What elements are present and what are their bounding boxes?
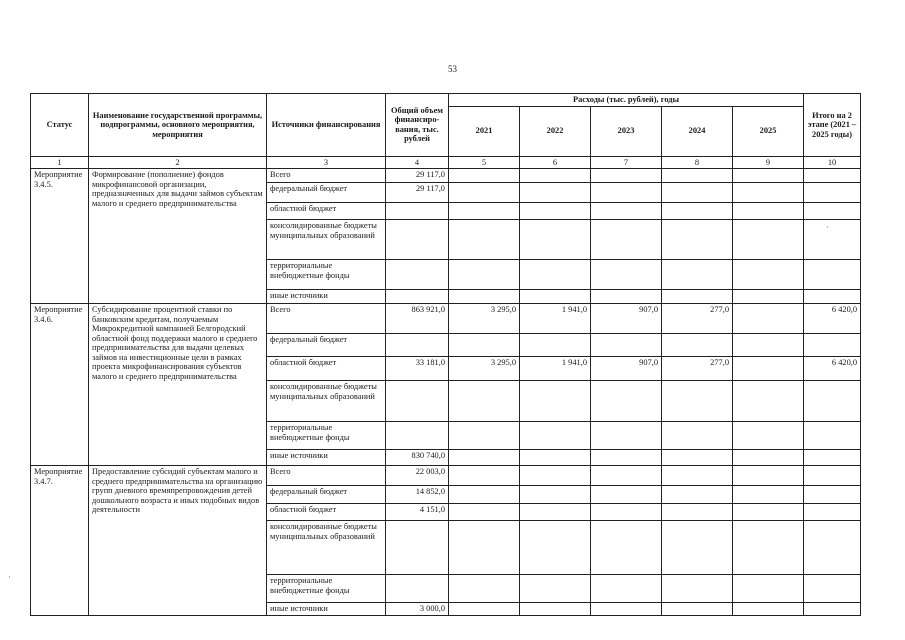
year-amount-cell — [591, 290, 662, 304]
year-amount-cell — [520, 466, 591, 486]
stage-total-cell — [804, 381, 861, 422]
stage-total-cell — [804, 575, 861, 603]
year-amount-cell — [591, 486, 662, 504]
column-number: 9 — [733, 156, 804, 169]
total-volume-cell — [386, 290, 449, 304]
column-number: 4 — [386, 156, 449, 169]
year-amount-cell — [662, 220, 733, 260]
stage-total-cell — [804, 290, 861, 304]
year-amount-cell — [662, 504, 733, 521]
year-amount-cell — [449, 334, 520, 357]
year-amount-cell — [591, 203, 662, 220]
header-name: Наименование государственной программы, подпрограммы, основного мероприятия, мероприятия — [89, 94, 267, 157]
stage-total-cell — [804, 183, 861, 203]
total-volume-cell: 22 003,0 — [386, 466, 449, 486]
column-number: 2 — [89, 156, 267, 169]
stage-total-cell — [804, 260, 861, 290]
stage-total-cell — [804, 486, 861, 504]
year-amount-cell — [662, 381, 733, 422]
year-amount-cell — [591, 220, 662, 260]
table-row — [31, 169, 861, 183]
funding-source: Всего — [267, 169, 386, 183]
year-amount-cell — [520, 381, 591, 422]
year-amount-cell — [591, 381, 662, 422]
total-volume-cell: 863 921,0 — [386, 304, 449, 334]
year-amount-cell — [733, 169, 804, 183]
funding-source: территориальные внебюджетные фонды — [267, 260, 386, 290]
year-amount-cell — [520, 575, 591, 603]
year-amount-cell: 1 941,0 — [520, 357, 591, 381]
funding-source: иные источники — [267, 450, 386, 466]
measure-name: Формирование (пополнение) фондов микрофинансовой организации, предназначенных для выдачи займов субъектам малого и среднего предпринимательства — [89, 169, 267, 304]
stage-total-cell — [804, 169, 861, 183]
funding-source: областной бюджет — [267, 357, 386, 381]
year-amount-cell — [520, 183, 591, 203]
total-volume-cell — [386, 220, 449, 260]
year-amount-cell — [449, 504, 520, 521]
year-amount-cell — [733, 486, 804, 504]
year-amount-cell — [662, 603, 733, 616]
year-amount-cell — [662, 521, 733, 575]
year-amount-cell — [520, 203, 591, 220]
year-amount-cell — [591, 603, 662, 616]
year-amount-cell — [449, 169, 520, 183]
measure-name: Субсидирование процентной ставки по банковским кредитам, получаемым Микрокредитной компанией Белгородский областной фонд поддержки малого и среднего предпринимательства для выдачи целевых займов на инвестиционные цели в рамках проекта микрофинансирования субъектов малого и среднего предпринимательства — [89, 304, 267, 466]
page-number: 53 — [448, 64, 457, 74]
year-amount-cell: 3 295,0 — [449, 357, 520, 381]
scan-mark: · — [826, 222, 829, 232]
year-amount-cell — [449, 183, 520, 203]
funding-source: областной бюджет — [267, 504, 386, 521]
year-amount-cell — [591, 466, 662, 486]
year-amount-cell — [733, 521, 804, 575]
funding-source: консолидированные бюджеты муниципальных образований — [267, 220, 386, 260]
total-volume-cell: 14 852,0 — [386, 486, 449, 504]
year-amount-cell — [520, 334, 591, 357]
funding-source: иные источники — [267, 290, 386, 304]
year-amount-cell: 907,0 — [591, 304, 662, 334]
year-amount-cell — [733, 203, 804, 220]
column-number: 8 — [662, 156, 733, 169]
year-amount-cell — [591, 450, 662, 466]
funding-source: территориальные внебюджетные фонды — [267, 575, 386, 603]
year-amount-cell — [449, 575, 520, 603]
column-number: 10 — [804, 156, 861, 169]
year-amount-cell — [733, 603, 804, 616]
stage-total-cell — [804, 334, 861, 357]
stage-total-cell — [804, 203, 861, 220]
funding-source: Всего — [267, 304, 386, 334]
year-amount-cell — [449, 381, 520, 422]
year-amount-cell — [520, 450, 591, 466]
measure-status: Мероприятие 3.4.5. — [31, 169, 89, 304]
year-amount-cell — [662, 183, 733, 203]
year-amount-cell — [591, 169, 662, 183]
year-amount-cell — [449, 422, 520, 450]
total-volume-cell — [386, 203, 449, 220]
year-amount-cell — [591, 183, 662, 203]
year-amount-cell — [449, 220, 520, 260]
funding-source: консолидированные бюджеты муниципальных образований — [267, 521, 386, 575]
funding-source: территориальные внебюджетные фонды — [267, 422, 386, 450]
stage-total-cell — [804, 422, 861, 450]
table-row — [31, 466, 861, 486]
header-year: 2025 — [733, 106, 804, 156]
measure-name: Предоставление субсидий субъектам малого и среднего предпринимательства на организацию групп дневного времяпрепровождения детей дошкольного возраста и иных подобных видов деятельности — [89, 466, 267, 616]
year-amount-cell — [520, 290, 591, 304]
year-amount-cell — [733, 466, 804, 486]
total-volume-cell: 29 117,0 — [386, 183, 449, 203]
year-amount-cell — [733, 381, 804, 422]
year-amount-cell — [733, 357, 804, 381]
year-amount-cell — [662, 466, 733, 486]
year-amount-cell — [449, 290, 520, 304]
year-amount-cell — [733, 220, 804, 260]
stage-total-cell: 6 420,0 — [804, 357, 861, 381]
year-amount-cell — [449, 603, 520, 616]
year-amount-cell — [591, 504, 662, 521]
year-amount-cell — [520, 169, 591, 183]
year-amount-cell — [591, 422, 662, 450]
total-volume-cell: 29 117,0 — [386, 169, 449, 183]
year-amount-cell — [733, 575, 804, 603]
stage-total-cell: 6 420,0 — [804, 304, 861, 334]
header-expenses: Расходы (тыс. рублей), годы — [449, 94, 804, 107]
header-total-stage: Итого на 2 этапе (2021 – 2025 годы) — [804, 94, 861, 157]
year-amount-cell — [449, 486, 520, 504]
total-volume-cell — [386, 422, 449, 450]
stage-total-cell — [804, 220, 861, 260]
table-row — [31, 304, 861, 334]
funding-source: федеральный бюджет — [267, 334, 386, 357]
stage-total-cell — [804, 466, 861, 486]
total-volume-cell — [386, 521, 449, 575]
year-amount-cell — [449, 450, 520, 466]
year-amount-cell: 907,0 — [591, 357, 662, 381]
stage-total-cell — [804, 521, 861, 575]
year-amount-cell — [733, 422, 804, 450]
year-amount-cell — [520, 220, 591, 260]
total-volume-cell — [386, 381, 449, 422]
header-year: 2021 — [449, 106, 520, 156]
year-amount-cell — [591, 575, 662, 603]
column-number: 7 — [591, 156, 662, 169]
year-amount-cell: 277,0 — [662, 304, 733, 334]
year-amount-cell — [733, 260, 804, 290]
funding-source: федеральный бюджет — [267, 486, 386, 504]
header-year: 2022 — [520, 106, 591, 156]
year-amount-cell — [449, 521, 520, 575]
year-amount-cell — [662, 486, 733, 504]
year-amount-cell — [520, 422, 591, 450]
year-amount-cell — [662, 575, 733, 603]
year-amount-cell — [449, 203, 520, 220]
scan-mark: · — [8, 572, 11, 582]
table-body — [31, 169, 861, 616]
financing-table — [30, 93, 861, 616]
year-amount-cell — [662, 169, 733, 183]
year-amount-cell — [662, 334, 733, 357]
funding-source: федеральный бюджет — [267, 183, 386, 203]
total-volume-cell: 3 000,0 — [386, 603, 449, 616]
year-amount-cell — [733, 450, 804, 466]
measure-status: Мероприятие 3.4.7. — [31, 466, 89, 616]
funding-source: Всего — [267, 466, 386, 486]
year-amount-cell — [591, 521, 662, 575]
measure-status: Мероприятие 3.4.6. — [31, 304, 89, 466]
year-amount-cell: 277,0 — [662, 357, 733, 381]
year-amount-cell — [662, 422, 733, 450]
year-amount-cell — [449, 260, 520, 290]
year-amount-cell: 3 295,0 — [449, 304, 520, 334]
total-volume-cell: 33 181,0 — [386, 357, 449, 381]
funding-source: консолидированные бюджеты муниципальных образований — [267, 381, 386, 422]
column-number: 5 — [449, 156, 520, 169]
total-volume-cell — [386, 334, 449, 357]
header-total-volume: Общий объем финансиро-вания, тыс. рублей — [386, 94, 449, 157]
column-number: 1 — [31, 156, 89, 169]
year-amount-cell — [449, 466, 520, 486]
year-amount-cell — [591, 260, 662, 290]
year-amount-cell — [520, 603, 591, 616]
header-status: Статус — [31, 94, 89, 157]
year-amount-cell — [662, 450, 733, 466]
year-amount-cell — [733, 183, 804, 203]
year-amount-cell: 1 941,0 — [520, 304, 591, 334]
funding-source: иные источники — [267, 603, 386, 616]
column-number: 6 — [520, 156, 591, 169]
year-amount-cell — [733, 304, 804, 334]
year-amount-cell — [662, 203, 733, 220]
year-amount-cell — [662, 290, 733, 304]
column-number: 3 — [267, 156, 386, 169]
year-amount-cell — [520, 260, 591, 290]
stage-total-cell — [804, 450, 861, 466]
header-year: 2023 — [591, 106, 662, 156]
total-volume-cell: 830 740,0 — [386, 450, 449, 466]
year-amount-cell — [733, 290, 804, 304]
stage-total-cell — [804, 504, 861, 521]
header-sources: Источники финансирования — [267, 94, 386, 157]
year-amount-cell — [591, 334, 662, 357]
year-amount-cell — [520, 486, 591, 504]
stage-total-cell — [804, 603, 861, 616]
total-volume-cell: 4 151,0 — [386, 504, 449, 521]
total-volume-cell — [386, 575, 449, 603]
year-amount-cell — [733, 334, 804, 357]
year-amount-cell — [520, 521, 591, 575]
year-amount-cell — [662, 260, 733, 290]
column-number-row — [31, 156, 861, 169]
total-volume-cell — [386, 260, 449, 290]
funding-source: областной бюджет — [267, 203, 386, 220]
year-amount-cell — [733, 504, 804, 521]
header-year: 2024 — [662, 106, 733, 156]
year-amount-cell — [520, 504, 591, 521]
